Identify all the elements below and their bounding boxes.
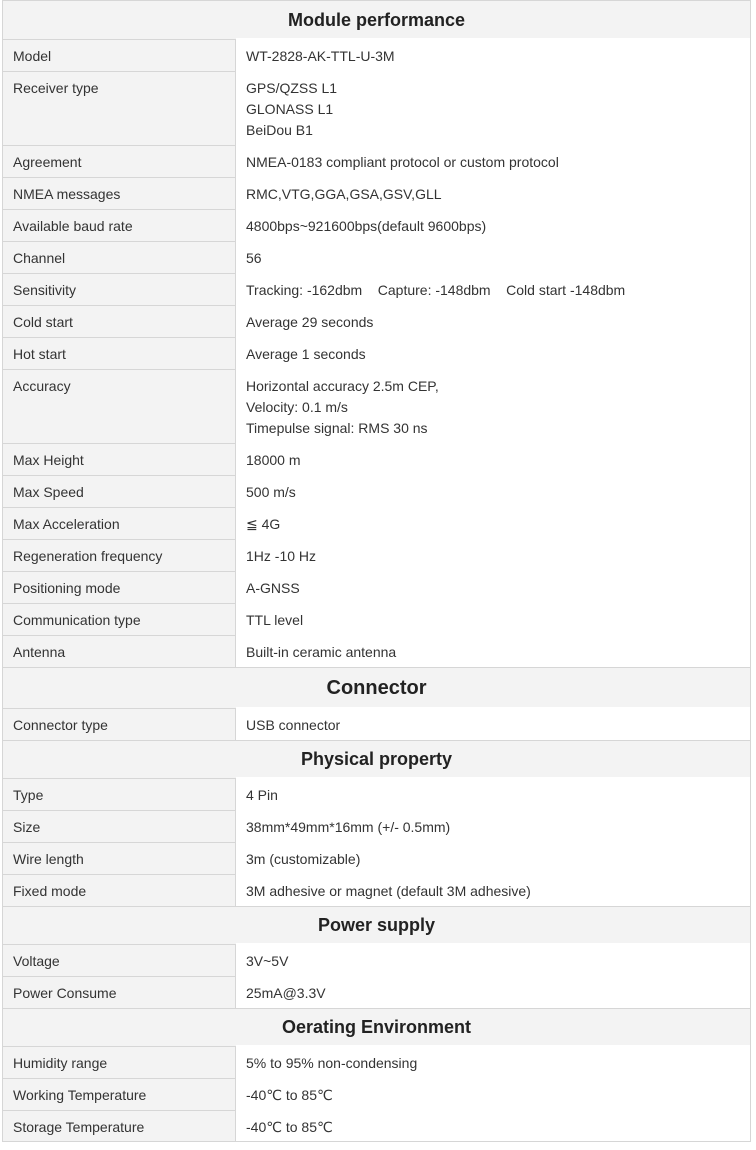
spec-label: Fixed mode: [3, 875, 236, 906]
spec-value-line: USB connector: [246, 717, 341, 733]
spec-value: [236, 70, 750, 145]
spec-value: [236, 272, 750, 305]
spec-value: [236, 1109, 750, 1141]
spec-value-line: 4 Pin: [246, 787, 278, 803]
spec-value: [236, 570, 750, 603]
spec-row: [2, 810, 751, 842]
spec-value: [236, 176, 750, 209]
spec-value-line: GLONASS L1: [246, 101, 334, 117]
spec-row: [2, 635, 751, 667]
spec-value-line: 4800bps~921600bps(default 9600bps): [246, 218, 487, 234]
spec-row: [2, 475, 751, 507]
spec-label: NMEA messages: [3, 178, 236, 209]
spec-row: [2, 1078, 751, 1110]
spec-label: Power Consume: [3, 977, 236, 1008]
spec-value: [236, 474, 750, 507]
spec-value-line: 500 m/s: [246, 484, 296, 500]
spec-row: [2, 71, 751, 145]
spec-row: [2, 571, 751, 603]
spec-value: [236, 943, 750, 976]
spec-label: Max Acceleration: [3, 508, 236, 539]
spec-value-line: A-GNSS: [246, 580, 300, 596]
spec-value: [236, 240, 750, 273]
spec-row: [2, 241, 751, 273]
spec-value-line: Built-in ceramic antenna: [246, 644, 397, 660]
spec-value-line: 3V~5V: [246, 953, 289, 969]
spec-label: Cold start: [3, 306, 236, 337]
spec-row: [2, 708, 751, 740]
spec-label: Size: [3, 811, 236, 842]
spec-row: [2, 539, 751, 571]
spec-label: Antenna: [3, 636, 236, 667]
spec-value-line: ≦ 4G: [246, 516, 281, 532]
spec-value: [236, 144, 750, 177]
spec-value-line: -40℃ to 85℃: [246, 1087, 333, 1103]
spec-row: [2, 209, 751, 241]
spec-label: Accuracy: [3, 370, 236, 443]
spec-label: Model: [3, 40, 236, 71]
spec-row: [2, 1110, 751, 1142]
spec-value-line: 5% to 95% non-condensing: [246, 1055, 418, 1071]
section-title: Oerating Environment: [2, 1008, 751, 1046]
spec-value: [236, 707, 750, 740]
spec-label: Positioning mode: [3, 572, 236, 603]
spec-label: Regeneration frequency: [3, 540, 236, 571]
spec-row: [2, 273, 751, 305]
spec-label: Max Speed: [3, 476, 236, 507]
spec-label: Receiver type: [3, 72, 236, 145]
spec-value-line: -40℃ to 85℃: [246, 1119, 333, 1135]
spec-value-line: TTL level: [246, 612, 304, 628]
spec-label: Hot start: [3, 338, 236, 369]
spec-row: [2, 603, 751, 635]
spec-value-line: 3M adhesive or magnet (default 3M adhesive): [246, 883, 531, 899]
spec-value-line: Tracking: -162dbm Capture: -148dbm Cold start -148dbm: [246, 282, 626, 298]
spec-value: [236, 1077, 750, 1110]
spec-label: Working Temperature: [3, 1079, 236, 1110]
spec-value: [236, 873, 750, 906]
spec-label: Voltage: [3, 945, 236, 976]
spec-value: [236, 538, 750, 571]
spec-label: Sensitivity: [3, 274, 236, 305]
spec-row: [2, 778, 751, 810]
spec-value: [236, 777, 750, 810]
spec-label: Humidity range: [3, 1047, 236, 1078]
spec-value: [236, 809, 750, 842]
spec-label: Channel: [3, 242, 236, 273]
section-title: Physical property: [2, 740, 751, 778]
spec-value-line: 25mA@3.3V: [246, 985, 326, 1001]
spec-value-line: GPS/QZSS L1: [246, 80, 338, 96]
spec-table: [2, 0, 751, 1142]
section-title: Module performance: [2, 0, 751, 39]
spec-value: [236, 841, 750, 874]
spec-value-line: Average 1 seconds: [246, 346, 366, 362]
spec-value: [236, 975, 750, 1008]
spec-row: [2, 842, 751, 874]
spec-value-line: Velocity: 0.1 m/s: [246, 399, 348, 415]
spec-row: [2, 944, 751, 976]
spec-row: [2, 369, 751, 443]
spec-value: [236, 442, 750, 475]
spec-row: [2, 507, 751, 539]
spec-value-line: BeiDou B1: [246, 122, 313, 138]
spec-row: [2, 337, 751, 369]
spec-value: [236, 506, 750, 539]
spec-value: [236, 208, 750, 241]
spec-value-line: 38mm*49mm*16mm (+/- 0.5mm): [246, 819, 451, 835]
spec-value-line: Timepulse signal: RMS 30 ns: [246, 420, 428, 436]
spec-row: [2, 177, 751, 209]
spec-label: Available baud rate: [3, 210, 236, 241]
spec-value-line: 1Hz -10 Hz: [246, 548, 317, 564]
spec-label: Connector type: [3, 709, 236, 740]
spec-row: [2, 443, 751, 475]
spec-label: Storage Temperature: [3, 1111, 236, 1141]
spec-value: [236, 602, 750, 635]
spec-label: Communication type: [3, 604, 236, 635]
section-title: Power supply: [2, 906, 751, 944]
spec-label: Agreement: [3, 146, 236, 177]
spec-value-line: NMEA-0183 compliant protocol or custom protocol: [246, 154, 559, 170]
spec-value: [236, 336, 750, 369]
spec-row: [2, 39, 751, 71]
spec-row: [2, 305, 751, 337]
spec-value-line: 18000 m: [246, 452, 301, 468]
spec-value-line: Horizontal accuracy 2.5m CEP,: [246, 378, 439, 394]
section-title: Connector: [2, 667, 751, 708]
spec-value-line: WT-2828-AK-TTL-U-3M: [246, 48, 395, 64]
spec-value: [236, 368, 750, 443]
spec-row: [2, 874, 751, 906]
spec-value: [236, 38, 750, 71]
spec-value: [236, 1045, 750, 1078]
spec-row: [2, 1046, 751, 1078]
spec-value-line: Average 29 seconds: [246, 314, 374, 330]
spec-row: [2, 145, 751, 177]
spec-label: Type: [3, 779, 236, 810]
spec-value-line: RMC,VTG,GGA,GSA,GSV,GLL: [246, 186, 442, 202]
spec-row: [2, 976, 751, 1008]
spec-value-line: 3m (customizable): [246, 851, 361, 867]
spec-value: [236, 304, 750, 337]
spec-value-line: 56: [246, 250, 262, 266]
spec-label: Max Height: [3, 444, 236, 475]
spec-value: [236, 634, 750, 667]
spec-label: Wire length: [3, 843, 236, 874]
